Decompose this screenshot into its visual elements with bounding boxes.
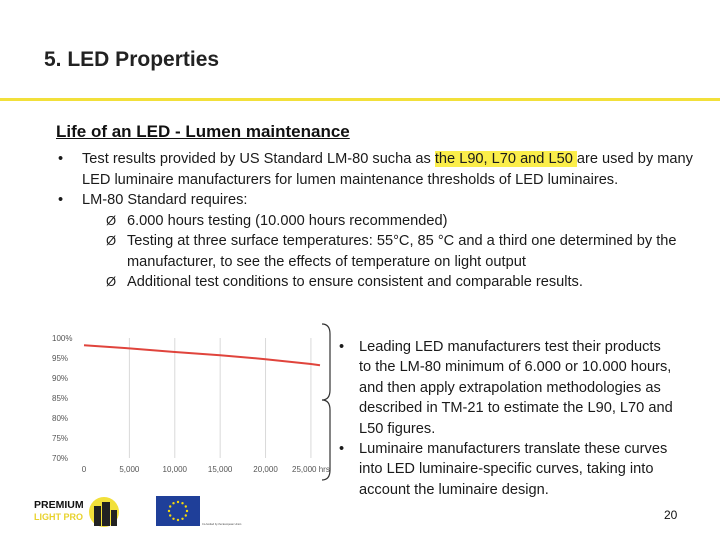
page-number: 20 [664, 508, 678, 522]
chart-x-tick-label: 5,000 [119, 465, 140, 474]
bullet-leading-manufacturers [336, 337, 676, 439]
eu-star-icon [181, 518, 183, 520]
chart-x-tick-label: 25,000 hrs [292, 465, 330, 474]
arrow-bullet-icon: Ø [106, 274, 117, 289]
bullet-text: Leading LED manufacturers test their products to the LM-80 minimum of 6.000 or 10.000 hours, and then apply extrapolation methodologies as described in TM-21 to estimate the L90, L70 and L50 figures. [359, 339, 673, 437]
bullet-dot: • [339, 339, 345, 355]
eu-star-icon [185, 505, 187, 507]
sub-bullet-text: 6.000 hours testing (10.000 hours recommended) [127, 212, 448, 229]
logo-text-premium: PREMIUM [34, 499, 84, 511]
sub-bullet-temperatures [58, 231, 698, 272]
premium-light-pro-logo [34, 494, 130, 530]
eu-star-icon [172, 502, 174, 504]
chart-x-tick-label: 15,000 [207, 465, 233, 474]
chart-svg [50, 330, 330, 480]
bullet-dot: • [339, 441, 345, 458]
chart-x-tick-label: 10,000 [162, 465, 188, 474]
arrow-bullet-icon: Ø [106, 233, 117, 248]
chart-y-tick-label: 70% [52, 454, 69, 463]
sub-bullet-conditions [58, 272, 698, 293]
eu-star-icon [177, 519, 179, 521]
eu-star-icon [181, 502, 183, 504]
curly-brace-icon [318, 322, 336, 482]
bullet-text: LM-80 Standard requires: [82, 192, 248, 208]
bullet-luminaire-manufacturers [336, 439, 676, 500]
eu-caption: Co-funded by the European Union [202, 523, 242, 526]
bullet-lm80-results [58, 149, 698, 190]
bullet-text: Luminaire manufacturers translate these curves into LED luminaire-specific curves, taking into account the luminaire design. [359, 441, 668, 498]
chart-x-tick-label: 0 [81, 465, 87, 474]
bullet-text: are used by many LED luminaire manufacturers for lumen maintenance thresholds of LED luminaires. [82, 151, 693, 188]
eu-star-icon [168, 510, 170, 512]
logo-text-light-pro: LIGHT PRO [34, 512, 83, 522]
bullet-text: Test results provided by US Standard LM-80 sucha as [82, 151, 435, 167]
title-divider [0, 98, 720, 101]
bullet-list [58, 149, 698, 293]
bullet-dot: • [58, 151, 64, 167]
sub-bullet-hours [58, 211, 698, 232]
eu-star-icon [172, 518, 174, 520]
slide-title: 5. LED Properties [44, 48, 220, 71]
eu-star-icon [186, 510, 188, 512]
eu-star-icon [185, 514, 187, 516]
chart-y-tick-label: 80% [52, 414, 69, 423]
chart-series-line [84, 345, 320, 365]
bullet-dot: • [58, 192, 64, 208]
chart-x-tick-label: 20,000 [253, 465, 278, 474]
chart-y-tick-label: 85% [52, 394, 69, 403]
bullet-lm80-requires [58, 190, 698, 211]
eu-flag-logo [156, 496, 242, 528]
eu-star-icon [169, 514, 171, 516]
chart-y-tick-label: 100% [52, 334, 73, 343]
lumen-maintenance-chart [50, 330, 330, 480]
right-bullet-list [336, 337, 676, 500]
chart-y-tick-label: 75% [52, 434, 69, 443]
chart-y-tick-label: 95% [52, 354, 69, 363]
chart-y-tick-label: 90% [52, 374, 69, 383]
eu-flag-icon [156, 496, 200, 526]
eu-star-icon [169, 505, 171, 507]
highlighted-text: the L90, L70 and L50 [434, 151, 577, 167]
arrow-bullet-icon: Ø [106, 212, 117, 228]
sub-bullet-text: Testing at three surface temperatures: 55°C, 85 °C and a third one determined by the manufacturer, to see the effects of temperature on light output [127, 233, 677, 270]
eu-star-icon [177, 501, 179, 503]
sub-bullet-text: Additional test conditions to ensure consistent and comparable results. [127, 274, 583, 290]
section-subtitle: Life of an LED - Lumen maintenance [56, 122, 350, 141]
